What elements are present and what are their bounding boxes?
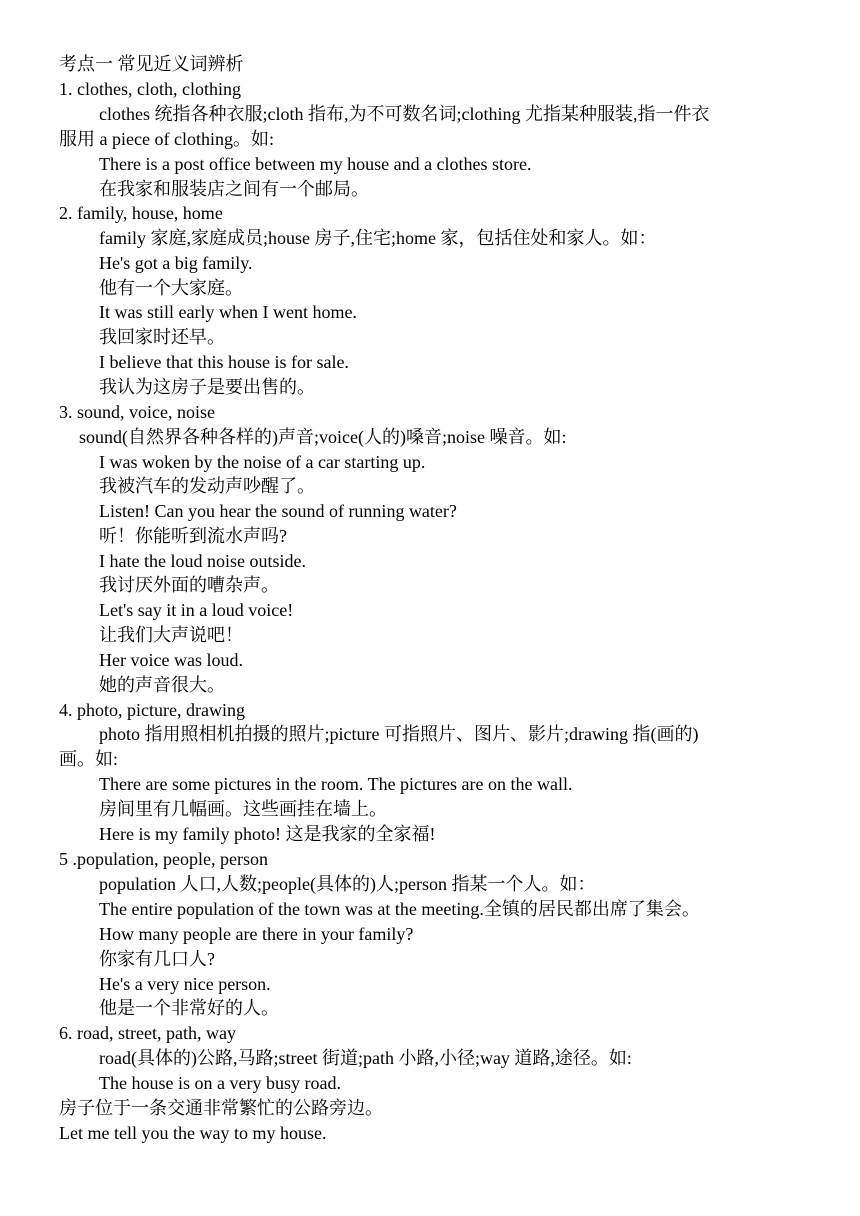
example-translation: 在我家和服装店之间有一个邮局。 <box>99 179 369 199</box>
section-heading: 3. sound, voice, noise <box>59 402 215 422</box>
example-translation: 她的声音很大。 <box>99 675 225 695</box>
example-sentence: The house is on a very busy road. <box>99 1073 341 1093</box>
section-heading: 6. road, street, path, way <box>59 1023 236 1043</box>
example-translation: 他有一个大家庭。 <box>99 278 243 298</box>
example-sentence: Her voice was loud. <box>99 650 243 670</box>
section-explanation: 服用 a piece of clothing。如: <box>59 129 274 149</box>
section-explanation: clothes 统指各种衣服;cloth 指布,为不可数名词;clothing 尤指某种服装,指一件衣 <box>99 104 710 124</box>
section-explanation: sound(自然界各种各样的)声音;voice(人的)嗓音;noise 噪音。如: <box>79 427 567 447</box>
example-sentence: It was still early when I went home. <box>99 302 357 322</box>
section-heading: 2. family, house, home <box>59 203 223 223</box>
section-explanation: 画。如: <box>59 749 119 769</box>
section-heading: 5 .population, people, person <box>59 849 268 869</box>
section-explanation: population 人口,人数;people(具体的)人;person 指某一个人。如： <box>99 874 596 894</box>
example-sentence: I hate the loud noise outside. <box>99 551 306 571</box>
example-sentence: How many people are there in your family? <box>99 924 414 944</box>
example-sentence: There is a post office between my house and a clothes store. <box>99 154 532 174</box>
example-translation: 房间里有几幅画。这些画挂在墙上。 <box>99 799 387 819</box>
example-sentence: Listen! Can you hear the sound of running water? <box>99 501 457 521</box>
section-heading: 4. photo, picture, drawing <box>59 700 245 720</box>
example-sentence: Here is my family photo! 这是我家的全家福! <box>99 824 436 844</box>
example-translation: 我被汽车的发动声吵醒了。 <box>99 476 315 496</box>
example-translation: 听！你能听到流水声吗? <box>99 526 287 546</box>
example-sentence: The entire population of the town was at the meeting.全镇的居民都出席了集会。 <box>99 899 700 919</box>
section-explanation: road(具体的)公路,马路;street 街道;path 小路,小径;way 道路,途径。如: <box>99 1048 632 1068</box>
example-translation: 房子位于一条交通非常繁忙的公路旁边。 <box>59 1098 383 1118</box>
section-explanation: photo 指用照相机拍摄的照片;picture 可指照片、图片、影片;drawing 指(画的) <box>99 724 699 744</box>
page-title: 考点一 常见近义词辨析 <box>59 54 244 74</box>
example-sentence: He's a very nice person. <box>99 974 271 994</box>
example-sentence: Let me tell you the way to my house. <box>59 1123 327 1143</box>
example-sentence: He's got a big family. <box>99 253 253 273</box>
example-sentence: There are some pictures in the room. The pictures are on the wall. <box>99 774 573 794</box>
example-translation: 他是一个非常好的人。 <box>99 998 279 1018</box>
example-translation: 我认为这房子是要出售的。 <box>99 377 315 397</box>
example-translation: 我回家时还早。 <box>99 327 225 347</box>
example-translation: 我讨厌外面的嘈杂声。 <box>99 575 279 595</box>
example-sentence: I believe that this house is for sale. <box>99 352 349 372</box>
example-translation: 让我们大声说吧！ <box>99 625 243 645</box>
section-heading: 1. clothes, cloth, clothing <box>59 79 241 99</box>
example-sentence: Let's say it in a loud voice! <box>99 600 294 620</box>
example-sentence: I was woken by the noise of a car starting up. <box>99 452 426 472</box>
section-explanation: family 家庭,家庭成员;house 房子,住宅;home 家，包括住处和家人。如： <box>99 228 657 248</box>
example-translation: 你家有几口人? <box>99 949 215 969</box>
